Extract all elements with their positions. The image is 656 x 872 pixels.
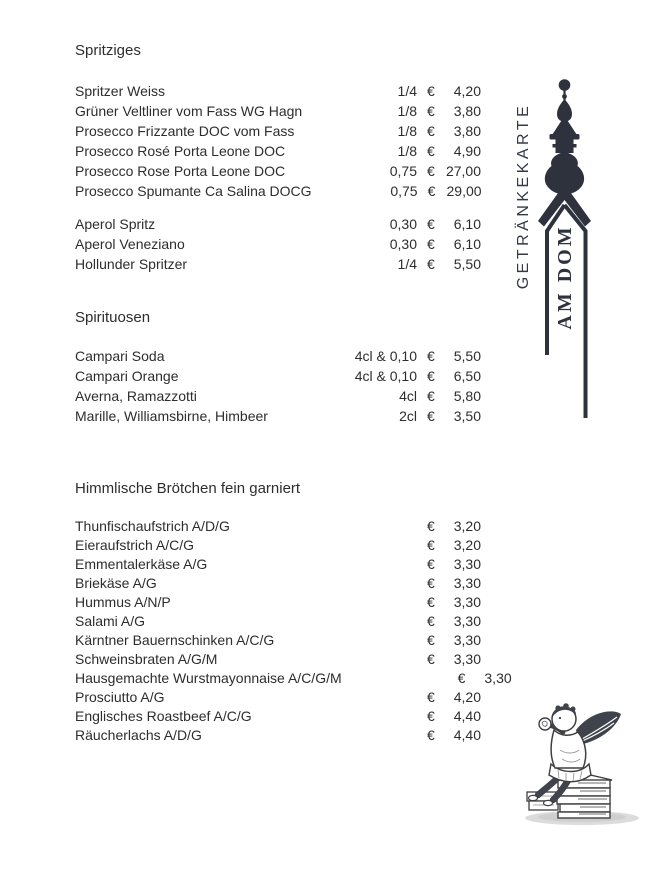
item-name: Briekäse A/G xyxy=(75,575,157,591)
item-price-group xyxy=(427,406,481,426)
item-price-group xyxy=(427,517,481,536)
item-price-group xyxy=(427,141,481,161)
item-name: Averna, Ramazzotti xyxy=(75,388,197,404)
menu-item-row xyxy=(75,593,481,612)
euro-sign: € xyxy=(427,651,435,667)
item-name: Räucherlachs A/D/G xyxy=(75,727,202,743)
item-size xyxy=(321,555,417,574)
item-name: Emmentalerkäse A/G xyxy=(75,556,208,572)
euro-sign: € xyxy=(427,537,435,553)
euro-sign: € xyxy=(427,256,435,272)
item-size: 1/4 xyxy=(397,256,417,272)
item-name: Grüner Veltliner vom Fass WG Hagn xyxy=(75,103,303,119)
item-price: 3,30 xyxy=(453,556,481,572)
item-name: Prosecco Rosé Porta Leone DOC xyxy=(75,143,286,159)
euro-sign: € xyxy=(427,123,435,139)
item-size xyxy=(321,612,417,631)
item-price: 4,90 xyxy=(453,143,481,159)
euro-sign: € xyxy=(427,632,435,648)
item-price: 5,50 xyxy=(453,348,481,364)
item-price-group xyxy=(427,254,481,274)
menu-item-row xyxy=(75,81,481,101)
item-name: Aperol Veneziano xyxy=(75,236,185,252)
item-price: 3,20 xyxy=(453,537,481,553)
item-size xyxy=(321,688,417,707)
item-price: 4,40 xyxy=(453,708,481,724)
item-price: 6,10 xyxy=(453,236,481,252)
item-price-group xyxy=(427,650,481,669)
section-title: Spirituosen xyxy=(75,309,151,326)
item-name: Hausgemachte Wurstmayonnaise A/C/G/M xyxy=(75,670,342,686)
item-price: 27,00 xyxy=(445,163,481,179)
item-price-group xyxy=(427,612,481,631)
item-size xyxy=(321,726,417,745)
menu-item-row xyxy=(75,254,481,274)
euro-sign: € xyxy=(427,163,435,179)
item-size xyxy=(321,631,417,650)
section-spritziges xyxy=(75,41,481,274)
item-price: 3,30 xyxy=(453,651,481,667)
item-price-group xyxy=(427,214,481,234)
euro-sign: € xyxy=(427,727,435,743)
euro-sign: € xyxy=(427,613,435,629)
menu-item-row xyxy=(75,669,512,688)
item-name: Aperol Spritz xyxy=(75,216,156,232)
item-price: 4,20 xyxy=(453,83,481,99)
item-price-group xyxy=(427,593,481,612)
euro-sign: € xyxy=(427,183,436,199)
euro-sign: € xyxy=(427,708,435,724)
item-price: 3,80 xyxy=(453,103,481,119)
item-name: Hummus A/N/P xyxy=(75,594,171,610)
item-price-group xyxy=(427,707,481,726)
menu-item-row xyxy=(75,121,481,141)
item-price-group xyxy=(427,688,481,707)
item-size: 0,30 xyxy=(389,236,417,252)
item-price: 3,30 xyxy=(453,632,481,648)
item-size xyxy=(321,650,417,669)
menu-item-row xyxy=(75,346,481,366)
item-price-group xyxy=(427,234,481,254)
item-price-group xyxy=(427,161,481,181)
item-name: Thunfischaufstrich A/D/G xyxy=(75,518,230,534)
item-size xyxy=(321,593,417,612)
item-name: Prosecco Rose Porta Leone DOC xyxy=(75,163,286,179)
euro-sign: € xyxy=(427,236,435,252)
menu-item-row xyxy=(75,574,481,593)
item-name: Schweinsbraten A/G/M xyxy=(75,651,218,667)
item-size: 1/8 xyxy=(397,143,417,159)
item-size: 1/8 xyxy=(397,123,417,139)
item-price: 3,20 xyxy=(453,518,481,534)
euro-sign: € xyxy=(427,216,435,232)
menu-vertical-title: GETRÄNKEKARTE xyxy=(515,102,532,290)
item-name: Salami A/G xyxy=(75,613,146,629)
item-price: 5,50 xyxy=(453,256,481,272)
item-group xyxy=(75,81,481,201)
section-title: Himmlische Brötchen fein garniert xyxy=(75,480,301,497)
menu-item-row xyxy=(75,141,481,161)
item-size: 1/8 xyxy=(397,103,417,119)
euro-sign: € xyxy=(427,594,435,610)
item-size: 2cl xyxy=(399,408,417,424)
item-price: 29,00 xyxy=(446,183,482,199)
item-price-group xyxy=(427,555,481,574)
item-price-group xyxy=(428,181,482,201)
menu-item-row xyxy=(75,650,481,669)
item-name: Prosecco Spumante Ca Salina DOCG xyxy=(75,183,312,199)
item-size: 0,30 xyxy=(389,216,417,232)
section-spirituosen xyxy=(75,308,481,426)
menu-item-row xyxy=(75,612,481,631)
item-size xyxy=(321,536,417,555)
menu-item-row xyxy=(75,555,481,574)
item-price: 4,40 xyxy=(453,727,481,743)
item-price: 3,30 xyxy=(453,594,481,610)
euro-sign: € xyxy=(427,556,435,572)
euro-sign: € xyxy=(427,83,435,99)
item-name: Hollunder Spritzer xyxy=(75,256,188,272)
menu-item-row xyxy=(75,181,481,201)
item-price-group xyxy=(458,669,512,688)
item-size xyxy=(352,669,448,688)
item-price-group xyxy=(427,574,481,593)
menu-item-row xyxy=(75,406,481,426)
euro-sign: € xyxy=(427,388,435,404)
item-price: 4,20 xyxy=(453,689,481,705)
item-size xyxy=(321,574,417,593)
menu-item-row xyxy=(75,707,481,726)
item-price-group xyxy=(427,81,481,101)
menu-item-row xyxy=(75,234,481,254)
item-price: 6,10 xyxy=(453,216,481,232)
section-title: Spritziges xyxy=(75,42,141,59)
euro-sign: € xyxy=(427,689,435,705)
euro-sign: € xyxy=(427,143,435,159)
item-size: 4cl & 0,10 xyxy=(354,348,417,364)
item-price-group xyxy=(427,726,481,745)
euro-sign: € xyxy=(427,575,435,591)
item-size xyxy=(321,517,417,536)
item-name: Campari Soda xyxy=(75,348,165,364)
item-price-group xyxy=(427,386,481,406)
item-group xyxy=(75,517,512,745)
item-price: 6,50 xyxy=(453,368,481,384)
item-group xyxy=(75,214,481,274)
item-name: Eieraufstrich A/C/G xyxy=(75,537,195,553)
item-price: 3,80 xyxy=(453,123,481,139)
item-price-group xyxy=(427,346,481,366)
menu-item-row xyxy=(75,726,481,745)
item-size: 4cl & 0,10 xyxy=(354,368,417,384)
item-group xyxy=(75,346,481,426)
item-name: Kärntner Bauernschinken A/C/G xyxy=(75,632,275,648)
item-name: Prosecco Frizzante DOC vom Fass xyxy=(75,123,295,139)
item-size: 0,75 xyxy=(390,183,418,199)
section-broetchen xyxy=(75,479,512,745)
item-price: 3,30 xyxy=(453,575,481,591)
menu-item-row xyxy=(75,631,481,650)
item-name: Englisches Roastbeef A/C/G xyxy=(75,708,252,724)
euro-sign: € xyxy=(427,348,435,364)
item-price: 3,30 xyxy=(484,670,512,686)
emblem-label: AM DOM xyxy=(554,224,576,330)
menu-item-row xyxy=(75,688,481,707)
menu-item-row xyxy=(75,536,481,555)
item-price-group xyxy=(427,536,481,555)
menu-item-row xyxy=(75,101,481,121)
euro-sign: € xyxy=(427,408,435,424)
euro-sign: € xyxy=(427,518,435,534)
menu-item-row xyxy=(75,214,481,234)
euro-sign: € xyxy=(457,670,466,686)
item-name: Campari Orange xyxy=(75,368,179,384)
item-price-group xyxy=(427,101,481,121)
item-name: Spritzer Weiss xyxy=(75,83,165,99)
menu-item-row xyxy=(75,386,481,406)
menu-item-row xyxy=(75,161,481,181)
item-price: 3,30 xyxy=(453,613,481,629)
item-size: 4cl xyxy=(399,388,417,404)
item-price-group xyxy=(427,631,481,650)
item-price: 5,80 xyxy=(453,388,481,404)
item-size xyxy=(321,707,417,726)
euro-sign: € xyxy=(427,368,435,384)
item-price-group xyxy=(427,121,481,141)
item-size: 0,75 xyxy=(389,163,417,179)
item-size: 1/4 xyxy=(397,83,417,99)
item-name: Marille, Williamsbirne, Himbeer xyxy=(75,408,268,424)
item-name: Prosciutto A/G xyxy=(75,689,165,705)
menu-item-row xyxy=(75,366,481,386)
euro-sign: € xyxy=(427,103,435,119)
item-price: 3,50 xyxy=(453,408,481,424)
item-price-group xyxy=(427,366,481,386)
menu-item-row xyxy=(75,517,481,536)
cherub-on-books-icon xyxy=(516,700,648,828)
